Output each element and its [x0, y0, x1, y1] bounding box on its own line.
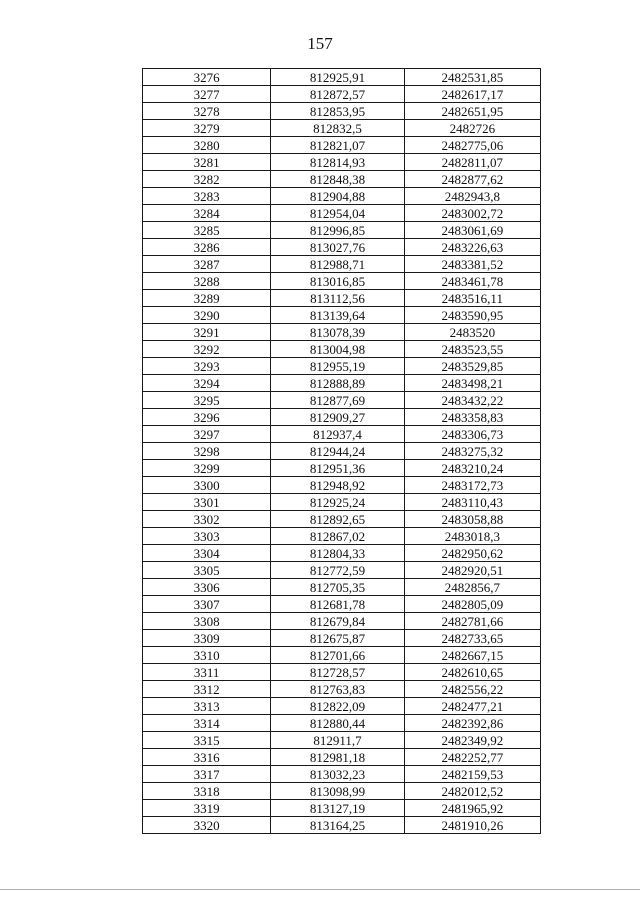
- x-coordinate-cell: 812981,18: [271, 749, 404, 766]
- x-coordinate-cell: 812904,88: [271, 188, 404, 205]
- point-number-cell: 3292: [143, 341, 271, 358]
- y-coordinate-cell: 2482781,66: [404, 613, 540, 630]
- y-coordinate-cell: 2483590,95: [404, 307, 540, 324]
- y-coordinate-cell: 2482349,92: [404, 732, 540, 749]
- point-number-cell: 3306: [143, 579, 271, 596]
- table-row: [143, 392, 541, 409]
- table-row: [143, 358, 541, 375]
- y-coordinate-cell: 2482556,22: [404, 681, 540, 698]
- point-number-cell: 3289: [143, 290, 271, 307]
- x-coordinate-cell: 813127,19: [271, 800, 404, 817]
- y-coordinate-cell: 2482775,06: [404, 137, 540, 154]
- point-number-cell: 3313: [143, 698, 271, 715]
- y-coordinate-cell: 2483461,78: [404, 273, 540, 290]
- table-row: [143, 783, 541, 800]
- table-row: [143, 545, 541, 562]
- table-row: [143, 766, 541, 783]
- point-number-cell: 3278: [143, 103, 271, 120]
- x-coordinate-cell: 812925,91: [271, 69, 404, 86]
- table-row: [143, 613, 541, 630]
- table-row: [143, 154, 541, 171]
- y-coordinate-cell: 2483516,11: [404, 290, 540, 307]
- table-row: [143, 256, 541, 273]
- table-row: [143, 341, 541, 358]
- point-number-cell: 3296: [143, 409, 271, 426]
- page-number: 157: [307, 34, 333, 53]
- x-coordinate-cell: 812872,57: [271, 86, 404, 103]
- y-coordinate-cell: 2482726: [404, 120, 540, 137]
- y-coordinate-cell: 2482651,95: [404, 103, 540, 120]
- table-row: [143, 290, 541, 307]
- point-number-cell: 3284: [143, 205, 271, 222]
- point-number-cell: 3295: [143, 392, 271, 409]
- x-coordinate-cell: 812951,36: [271, 460, 404, 477]
- x-coordinate-cell: 812814,93: [271, 154, 404, 171]
- point-number-cell: 3291: [143, 324, 271, 341]
- table-row: [143, 103, 541, 120]
- table-row: [143, 171, 541, 188]
- x-coordinate-cell: 813098,99: [271, 783, 404, 800]
- y-coordinate-cell: 2483172,73: [404, 477, 540, 494]
- table-row: [143, 86, 541, 103]
- table-row: [143, 596, 541, 613]
- point-number-cell: 3280: [143, 137, 271, 154]
- x-coordinate-cell: 812804,33: [271, 545, 404, 562]
- y-coordinate-cell: 2482531,85: [404, 69, 540, 86]
- point-number-cell: 3286: [143, 239, 271, 256]
- point-number-cell: 3316: [143, 749, 271, 766]
- point-number-cell: 3310: [143, 647, 271, 664]
- table-row: [143, 426, 541, 443]
- table-row: [143, 511, 541, 528]
- point-number-cell: 3293: [143, 358, 271, 375]
- y-coordinate-cell: 2483498,21: [404, 375, 540, 392]
- point-number-cell: 3277: [143, 86, 271, 103]
- point-number-cell: 3304: [143, 545, 271, 562]
- table-row: [143, 562, 541, 579]
- y-coordinate-cell: 2482252,77: [404, 749, 540, 766]
- y-coordinate-cell: 2483002,72: [404, 205, 540, 222]
- point-number-cell: 3309: [143, 630, 271, 647]
- x-coordinate-cell: 813027,76: [271, 239, 404, 256]
- table-row: [143, 647, 541, 664]
- x-coordinate-cell: 813112,56: [271, 290, 404, 307]
- point-number-cell: 3294: [143, 375, 271, 392]
- x-coordinate-cell: 812988,71: [271, 256, 404, 273]
- x-coordinate-cell: 812675,87: [271, 630, 404, 647]
- point-number-cell: 3320: [143, 817, 271, 834]
- y-coordinate-cell: 2481910,26: [404, 817, 540, 834]
- y-coordinate-cell: 2483306,73: [404, 426, 540, 443]
- table-row: [143, 188, 541, 205]
- point-number-cell: 3298: [143, 443, 271, 460]
- point-number-cell: 3288: [143, 273, 271, 290]
- point-number-cell: 3317: [143, 766, 271, 783]
- table-row: [143, 273, 541, 290]
- y-coordinate-cell: 2483061,69: [404, 222, 540, 239]
- table-row: [143, 324, 541, 341]
- point-number-cell: 3318: [143, 783, 271, 800]
- x-coordinate-cell: 812728,57: [271, 664, 404, 681]
- x-coordinate-cell: 812772,59: [271, 562, 404, 579]
- point-number-cell: 3279: [143, 120, 271, 137]
- y-coordinate-cell: 2483432,22: [404, 392, 540, 409]
- point-number-cell: 3312: [143, 681, 271, 698]
- x-coordinate-cell: 812848,38: [271, 171, 404, 188]
- x-coordinate-cell: 813032,23: [271, 766, 404, 783]
- table-row: [143, 528, 541, 545]
- x-coordinate-cell: 812681,78: [271, 596, 404, 613]
- y-coordinate-cell: 2483210,24: [404, 460, 540, 477]
- x-coordinate-cell: 812892,65: [271, 511, 404, 528]
- point-number-cell: 3297: [143, 426, 271, 443]
- x-coordinate-cell: 813078,39: [271, 324, 404, 341]
- x-coordinate-cell: 812944,24: [271, 443, 404, 460]
- x-coordinate-cell: 812679,84: [271, 613, 404, 630]
- x-coordinate-cell: 812763,83: [271, 681, 404, 698]
- y-coordinate-cell: 2482733,65: [404, 630, 540, 647]
- table-row: [143, 732, 541, 749]
- table-row: [143, 681, 541, 698]
- x-coordinate-cell: 812909,27: [271, 409, 404, 426]
- y-coordinate-cell: 2482805,09: [404, 596, 540, 613]
- y-coordinate-cell: 2482811,07: [404, 154, 540, 171]
- table-row: [143, 137, 541, 154]
- table-row: [143, 664, 541, 681]
- point-number-cell: 3287: [143, 256, 271, 273]
- point-number-cell: 3276: [143, 69, 271, 86]
- y-coordinate-cell: 2482012,52: [404, 783, 540, 800]
- y-coordinate-cell: 2482920,51: [404, 562, 540, 579]
- point-number-cell: 3301: [143, 494, 271, 511]
- table-row: [143, 749, 541, 766]
- table-row: [143, 494, 541, 511]
- table-row: [143, 69, 541, 86]
- y-coordinate-cell: 2483275,32: [404, 443, 540, 460]
- x-coordinate-cell: 812877,69: [271, 392, 404, 409]
- point-number-cell: 3302: [143, 511, 271, 528]
- point-number-cell: 3299: [143, 460, 271, 477]
- table-row: [143, 375, 541, 392]
- y-coordinate-cell: 2483381,52: [404, 256, 540, 273]
- x-coordinate-cell: 813139,64: [271, 307, 404, 324]
- y-coordinate-cell: 2482943,8: [404, 188, 540, 205]
- y-coordinate-cell: 2482950,62: [404, 545, 540, 562]
- point-number-cell: 3307: [143, 596, 271, 613]
- y-coordinate-cell: 2482477,21: [404, 698, 540, 715]
- x-coordinate-cell: 812954,04: [271, 205, 404, 222]
- y-coordinate-cell: 2483110,43: [404, 494, 540, 511]
- y-coordinate-cell: 2482877,62: [404, 171, 540, 188]
- y-coordinate-cell: 2482667,15: [404, 647, 540, 664]
- x-coordinate-cell: 812705,35: [271, 579, 404, 596]
- table-row: [143, 579, 541, 596]
- y-coordinate-cell: 2483358,83: [404, 409, 540, 426]
- x-coordinate-cell: 812888,89: [271, 375, 404, 392]
- table-row: [143, 800, 541, 817]
- point-number-cell: 3282: [143, 171, 271, 188]
- x-coordinate-cell: 812853,95: [271, 103, 404, 120]
- x-coordinate-cell: 812821,07: [271, 137, 404, 154]
- y-coordinate-cell: 2483529,85: [404, 358, 540, 375]
- table-row: [143, 443, 541, 460]
- table-row: [143, 477, 541, 494]
- point-number-cell: 3308: [143, 613, 271, 630]
- point-number-cell: 3311: [143, 664, 271, 681]
- point-number-cell: 3283: [143, 188, 271, 205]
- y-coordinate-cell: 2481965,92: [404, 800, 540, 817]
- x-coordinate-cell: 813164,25: [271, 817, 404, 834]
- x-coordinate-cell: 813016,85: [271, 273, 404, 290]
- x-coordinate-cell: 813004,98: [271, 341, 404, 358]
- x-coordinate-cell: 812937,4: [271, 426, 404, 443]
- x-coordinate-cell: 812822,09: [271, 698, 404, 715]
- x-coordinate-cell: 812948,92: [271, 477, 404, 494]
- x-coordinate-cell: 812832,5: [271, 120, 404, 137]
- table-row: [143, 239, 541, 256]
- y-coordinate-cell: 2483058,88: [404, 511, 540, 528]
- point-number-cell: 3315: [143, 732, 271, 749]
- y-coordinate-cell: 2482392,86: [404, 715, 540, 732]
- y-coordinate-cell: 2482856,7: [404, 579, 540, 596]
- table-row: [143, 409, 541, 426]
- table-row: [143, 817, 541, 834]
- point-number-cell: 3319: [143, 800, 271, 817]
- coordinates-table: [142, 68, 541, 834]
- y-coordinate-cell: 2483226,63: [404, 239, 540, 256]
- point-number-cell: 3300: [143, 477, 271, 494]
- point-number-cell: 3290: [143, 307, 271, 324]
- x-coordinate-cell: 812911,7: [271, 732, 404, 749]
- x-coordinate-cell: 812867,02: [271, 528, 404, 545]
- y-coordinate-cell: 2483520: [404, 324, 540, 341]
- table-row: [143, 120, 541, 137]
- scan-bottom-edge: [0, 889, 640, 890]
- point-number-cell: 3305: [143, 562, 271, 579]
- x-coordinate-cell: 812996,85: [271, 222, 404, 239]
- y-coordinate-cell: 2482617,17: [404, 86, 540, 103]
- point-number-cell: 3285: [143, 222, 271, 239]
- table-row: [143, 460, 541, 477]
- y-coordinate-cell: 2483523,55: [404, 341, 540, 358]
- table-row: [143, 630, 541, 647]
- point-number-cell: 3314: [143, 715, 271, 732]
- y-coordinate-cell: 2483018,3: [404, 528, 540, 545]
- y-coordinate-cell: 2482610,65: [404, 664, 540, 681]
- x-coordinate-cell: 812701,66: [271, 647, 404, 664]
- y-coordinate-cell: 2482159,53: [404, 766, 540, 783]
- table-row: [143, 307, 541, 324]
- table-row: [143, 698, 541, 715]
- table-row: [143, 205, 541, 222]
- x-coordinate-cell: 812955,19: [271, 358, 404, 375]
- table-body: [143, 69, 541, 834]
- x-coordinate-cell: 812925,24: [271, 494, 404, 511]
- point-number-cell: 3281: [143, 154, 271, 171]
- table-row: [143, 222, 541, 239]
- point-number-cell: 3303: [143, 528, 271, 545]
- table-row: [143, 715, 541, 732]
- x-coordinate-cell: 812880,44: [271, 715, 404, 732]
